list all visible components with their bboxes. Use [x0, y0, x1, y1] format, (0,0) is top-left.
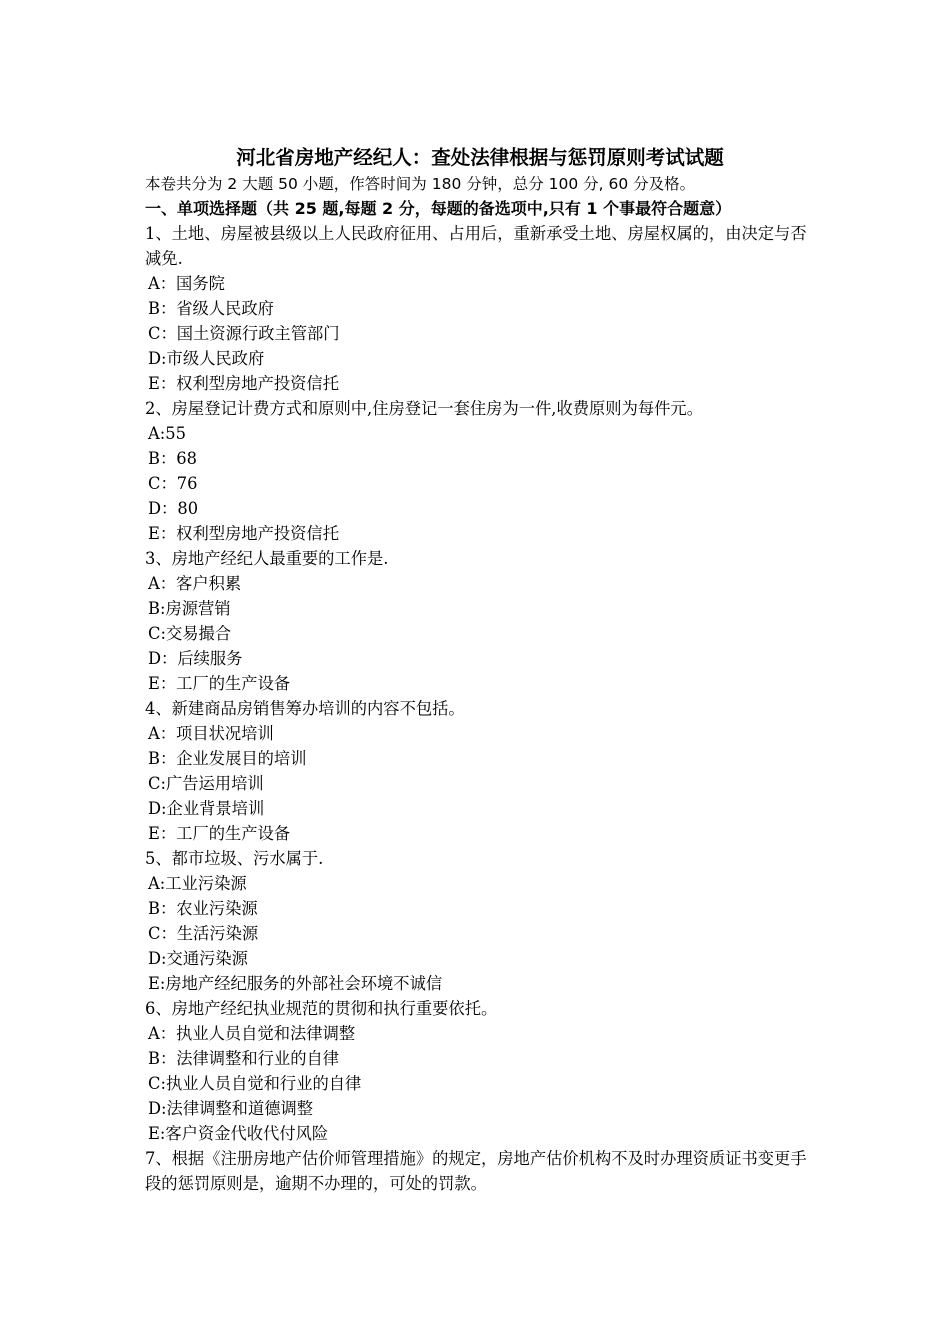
option-b: B：省级人民政府	[148, 299, 274, 318]
option-d: D：80	[148, 499, 199, 518]
option-e: E：工厂的生产设备	[148, 674, 291, 693]
question-7	[145, 1146, 815, 1196]
question-text: 5、都市垃圾、污水属于.	[145, 849, 324, 868]
option-b: B：68	[148, 449, 197, 468]
option-a: A：国务院	[148, 274, 225, 293]
document-title: 河北省房地产经纪人：查处法律根据与惩罚原则考试试题	[236, 146, 724, 169]
option-c: C：76	[148, 474, 198, 493]
option-e: E：工厂的生产设备	[148, 824, 291, 843]
option-b: B：农业污染源	[148, 899, 258, 918]
document-page	[145, 143, 815, 1196]
option-b: B:房源营销	[148, 599, 231, 618]
option-c: C:广告运用培训	[148, 774, 264, 793]
option-e: E:客户资金代收代付风险	[148, 1124, 329, 1143]
exam-instructions: 本卷共分为 2 大题 50 小题，作答时间为 180 分钟，总分 100 分, 60 分及格。	[145, 175, 696, 193]
question-5	[145, 846, 815, 996]
option-c: C:交易撮合	[148, 624, 232, 643]
question-list	[145, 221, 815, 1196]
option-a: A:工业污染源	[148, 874, 247, 893]
question-text: 2、房屋登记计费方式和原则中,住房登记一套住房为一件,收费原则为每件元。	[145, 399, 703, 418]
option-a: A：项目状况培训	[148, 724, 274, 743]
option-e: E：权利型房地产投资信托	[148, 524, 339, 543]
option-d: D:企业背景培训	[148, 799, 265, 818]
option-e: E：权利型房地产投资信托	[148, 374, 339, 393]
option-b: B：法律调整和行业的自律	[148, 1049, 340, 1068]
question-3	[145, 546, 815, 696]
option-a: A:55	[148, 424, 186, 443]
question-text: 1、土地、房屋被县级以上人民政府征用、占用后，重新承受土地、房屋权属的，由决定与否减免.	[145, 224, 807, 268]
question-2	[145, 396, 815, 546]
option-a: A：执业人员自觉和法律调整	[148, 1024, 356, 1043]
option-d: D:法律调整和道德调整	[148, 1099, 314, 1118]
option-c: C:执业人员自觉和行业的自律	[148, 1074, 362, 1093]
option-d: D:市级人民政府	[148, 349, 265, 368]
question-text: 4、新建商品房销售筹办培训的内容不包括。	[145, 699, 465, 718]
option-d: D：后续服务	[148, 649, 243, 668]
question-text: 6、房地产经纪执业规范的贯彻和执行重要依托。	[145, 999, 498, 1018]
option-b: B：企业发展目的培训	[148, 749, 307, 768]
question-text: 7、根据《注册房地产估价师管理措施》的规定，房地产估价机构不及时办理资质证书变更手段的惩罚原则是，逾期不办理的，可处的罚款。	[145, 1149, 807, 1193]
question-text: 3、房地产经纪人最重要的工作是.	[145, 549, 389, 568]
question-4	[145, 696, 815, 846]
option-e: E:房地产经纪服务的外部社会环境不诚信	[148, 974, 443, 993]
option-c: C：生活污染源	[148, 924, 259, 943]
section-heading: 一、单项选择题（共 25 题,每题 2 分，每题的备选项中,只有 1 个事最符合题意）	[145, 199, 732, 218]
option-a: A：客户积累	[148, 574, 242, 593]
question-1	[145, 221, 815, 396]
option-c: C：国土资源行政主管部门	[148, 324, 340, 343]
option-d: D:交通污染源	[148, 949, 248, 968]
question-6	[145, 996, 815, 1146]
